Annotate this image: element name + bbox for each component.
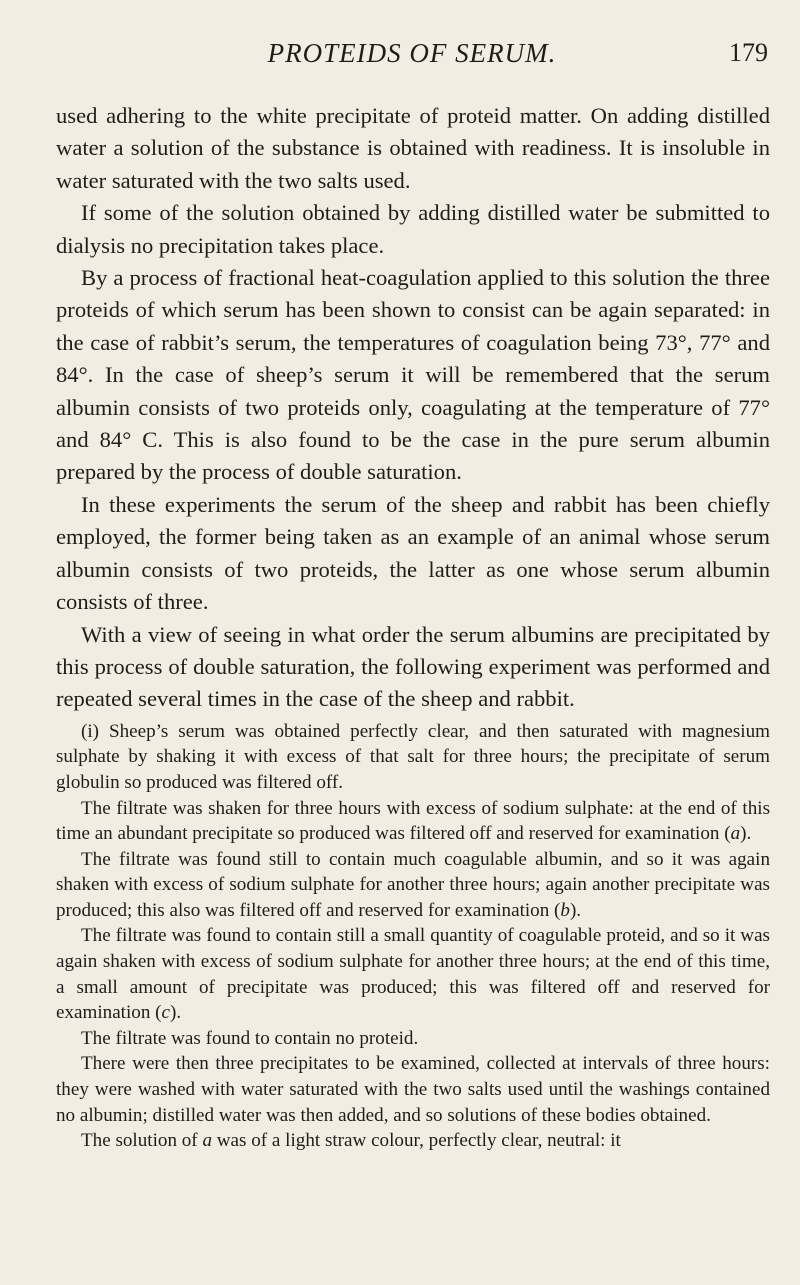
paragraph-text: The solution of [81, 1130, 203, 1152]
paragraph: With a view of seeing in what order the serum albumins are precipitated by this process of double saturation, the following experiment was performed and repeated several times in the case of the sheep and rabbit. [56, 621, 770, 712]
paragraph: If some of the solution obtained by adding distilled water be submitted to dialysis no precipitation takes place. [56, 200, 770, 258]
sample-label: a [202, 1130, 212, 1152]
main-text [56, 100, 770, 716]
experiment-paragraph: The filtrate was found to contain no proteid. [81, 1027, 419, 1049]
paragraph-text: The filtrate was found still to contain much coagulable albumin, and so it was again shaken with excess of sodium sulphate for another three hours; again another precipitate was produced; this also was filtered off and reserved for examination ( [56, 848, 770, 921]
experiment-paragraph: There were then three precipitates to be examined, collected at intervals of three hours: they were washed with water saturated with the two salts used until the washings contained no albumin; distilled water was then added, and so solutions of these bodies obtained. [56, 1053, 770, 1126]
page-header [56, 38, 768, 78]
running-title: PROTEIDS OF SERUM. [267, 38, 557, 68]
experiment-paragraph: (i) Sheep’s serum was obtained perfectly clear, and then saturated with magnesium sulphate by shaking it with excess of that salt for three hours; the precipitate of serum globulin so produced was filtered off. [56, 720, 770, 793]
paragraph: By a process of fractional heat-coagulation applied to this solution the three proteids of which serum has been shown to consist can be again separated: in the case of rabbit’s serum, the temperatures of coagulation being 73°, 77° and 84°. In the case of sheep’s serum it will be remembered that the serum albumin consists of two proteids only, coagulating at the temperature of 77° and 84° C. This is also found to be the case in the pure serum albumin prepared by the process of double saturation. [56, 265, 770, 485]
experiment-paragraph [56, 1128, 770, 1154]
experiment-paragraph [56, 923, 770, 1025]
paragraph-text: was of a light straw colour, perfectly clear, neutral: it [212, 1130, 621, 1152]
page-number: 179 [729, 38, 768, 67]
paragraph: used adhering to the white precipitate of proteid matter. On adding distilled water a solution of the substance is obtained with readiness. It is insoluble in water saturated with the two salts used. [56, 103, 770, 193]
experiment-paragraph [56, 847, 770, 924]
sample-label: a [730, 823, 741, 845]
paragraph-text: ). [569, 899, 582, 921]
paragraph-text: ). [170, 1002, 182, 1024]
body-text [56, 100, 770, 1154]
paragraph: In these experiments the serum of the sheep and rabbit has been chiefly employed, the former being taken as an example of an animal whose serum albumin consists of two proteids, the latter as one whose serum albumin consists of three. [56, 491, 770, 615]
sample-label: c [161, 1002, 170, 1024]
paragraph-text: The filtrate was shaken for three hours with excess of sodium sulphate: at the end of this time an abundant precipitate so produced was filtered off and reserved for examination ( [56, 797, 770, 845]
sample-label: b [560, 899, 570, 921]
experiment-paragraph [56, 796, 770, 847]
paragraph-text: ). [740, 823, 752, 845]
paragraph-text: The filtrate was found to contain still a small quantity of coagulable proteid, and so it was again shaken with excess of sodium sulphate for another three hours; at the end of this time, a small amount of precipitate was produced; this was filtered off and reserved for examination ( [56, 925, 770, 1024]
experiment-text [56, 719, 770, 1154]
